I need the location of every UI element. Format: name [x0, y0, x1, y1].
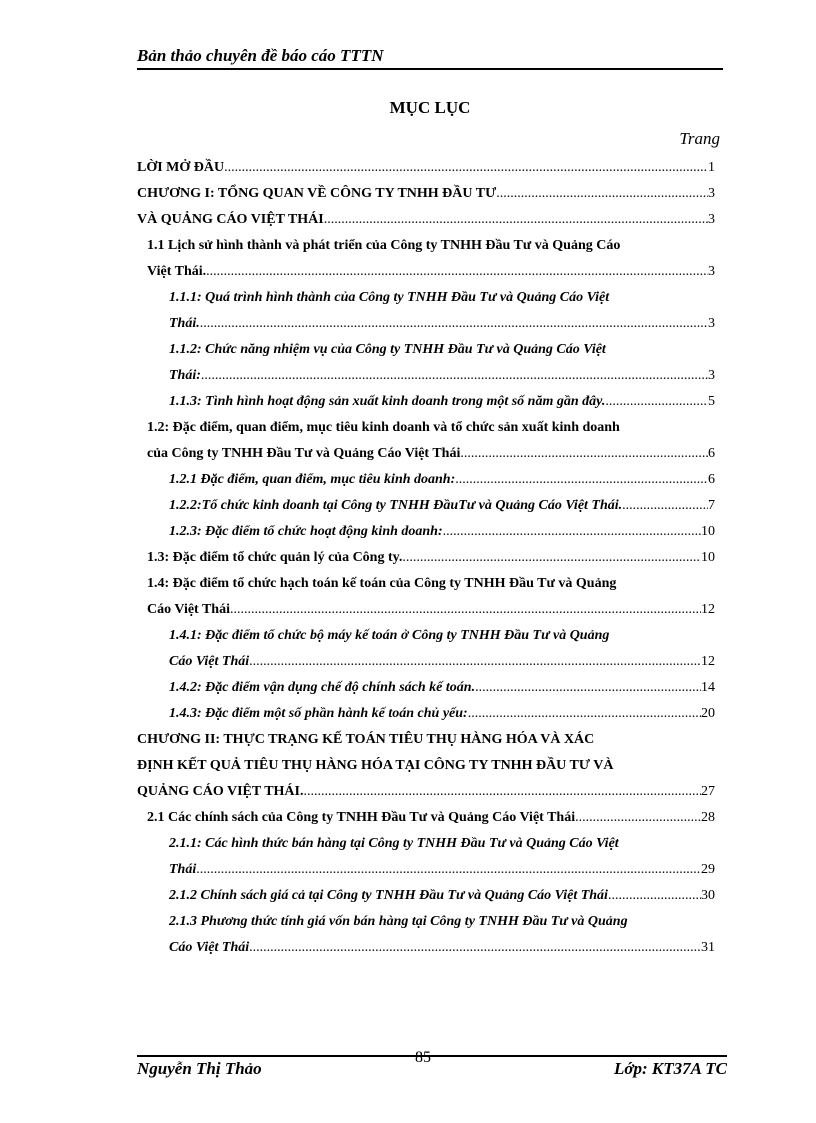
toc-entry[interactable]: VÀ QUẢNG CÁO VIỆT THÁI ..... 3: [137, 207, 715, 233]
toc-entry[interactable]: CHƯƠNG II: THỰC TRẠNG KẾ TOÁN TIÊU THỤ HÀNG HÓA VÀ XÁC: [137, 732, 595, 747]
toc-entry[interactable]: 2.1.1: Các hình thức bán hàng tại Công ty TNHH Đầu Tư và Quảng Cáo Việt: [169, 836, 619, 851]
toc-entry[interactable]: 1.2.3: Đặc điểm tổ chức hoạt động kinh doanh: ..... 10: [137, 519, 715, 545]
toc-entry[interactable]: 2.1.3 Phương thức tính giá vốn bán hàng tại Công ty TNHH Đầu Tư và Quảng: [169, 914, 628, 929]
toc-entry[interactable]: ĐỊNH KẾT QUẢ TIÊU THỤ HÀNG HÓA TẠI CÔNG TY TNHH ĐẦU TƯ VÀ: [137, 758, 614, 773]
toc-entry[interactable]: 1.2: Đặc điểm, quan điểm, mục tiêu kinh doanh và tổ chức sản xuất kinh doanh: [147, 420, 620, 435]
table-of-contents: [137, 155, 715, 961]
author-name: Nguyễn Thị Thảo: [137, 1059, 262, 1078]
toc-entry[interactable]: 1.2.2:Tổ chức kinh doanh tại Công ty TNHH ĐầuTư và Quảng Cáo Việt Thái. ..... 7: [137, 493, 715, 519]
toc-entry[interactable]: Thái. ..... 3: [137, 311, 715, 337]
page-number: 85: [415, 1049, 431, 1066]
toc-entry[interactable]: QUẢNG CÁO VIỆT THÁI. ..... 27: [137, 779, 715, 805]
toc-entry[interactable]: 1.2.1 Đặc điểm, quan điểm, mục tiêu kinh doanh: ..... 6: [137, 467, 715, 493]
toc-entry[interactable]: 1.4.1: Đặc điểm tổ chức bộ máy kế toán ở Công ty TNHH Đầu Tư và Quảng: [169, 628, 610, 643]
class-label: Lớp: KT37A TC: [613, 1059, 727, 1078]
page-column-label: Trang: [679, 129, 720, 148]
toc-entry[interactable]: 1.4.3: Đặc điểm một số phần hành kế toán chủ yếu: ..... 20: [137, 701, 715, 727]
toc-entry[interactable]: 1.3: Đặc điểm tổ chức quản lý của Công ty. ..... 10: [137, 545, 715, 571]
toc-entry[interactable]: 2.1 Các chính sách của Công ty TNHH Đầu Tư và Quảng Cáo Việt Thái ..... 28: [137, 805, 715, 831]
toc-entry[interactable]: LỜI MỞ ĐẦU ..... 1: [137, 155, 715, 181]
toc-entry[interactable]: Việt Thái. ..... 3: [137, 259, 715, 285]
toc-entry[interactable]: Cáo Việt Thái ..... 31: [137, 935, 715, 961]
header-title: Bản thảo chuyên đề báo cáo TTTN: [137, 46, 384, 65]
toc-entry[interactable]: 1.4.2: Đặc điểm vận dụng chế độ chính sách kế toán. ..... 14: [137, 675, 715, 701]
toc-entry[interactable]: Cáo Việt Thái ..... 12: [137, 597, 715, 623]
toc-entry[interactable]: 1.1 Lịch sử hình thành và phát triển của Công ty TNHH Đầu Tư và Quảng Cáo: [147, 238, 621, 253]
toc-entry[interactable]: 1.1.2: Chức năng nhiệm vụ của Công ty TNHH Đầu Tư và Quảng Cáo Việt: [169, 342, 606, 357]
toc-entry[interactable]: 1.1.1: Quá trình hình thành của Công ty TNHH Đầu Tư và Quảng Cáo Việt: [169, 290, 610, 305]
toc-entry[interactable]: 1.1.3: Tình hình hoạt động sản xuất kinh doanh trong một số năm gần đây. ..... 5: [137, 389, 715, 415]
toc-entry[interactable]: của Công ty TNHH Đầu Tư và Quảng Cáo Việt Thái ..... 6: [137, 441, 715, 467]
toc-entry[interactable]: Cáo Việt Thái ..... 12: [137, 649, 715, 675]
toc-entry[interactable]: Thái: ..... 3: [137, 363, 715, 389]
toc-entry[interactable]: 2.1.2 Chính sách giá cả tại Công ty TNHH Đầu Tư và Quảng Cáo Việt Thái ..... 30: [137, 883, 715, 909]
toc-entry[interactable]: CHƯƠNG I: TỔNG QUAN VỀ CÔNG TY TNHH ĐẦU TƯ ..... 3: [137, 181, 715, 207]
document-header: [137, 46, 723, 70]
toc-entry[interactable]: 1.4: Đặc điểm tổ chức hạch toán kế toán của Công ty TNHH Đầu Tư và Quảng: [147, 576, 617, 591]
toc-title: MỤC LỤC: [389, 98, 471, 117]
toc-entry[interactable]: Thái ..... 29: [137, 857, 715, 883]
